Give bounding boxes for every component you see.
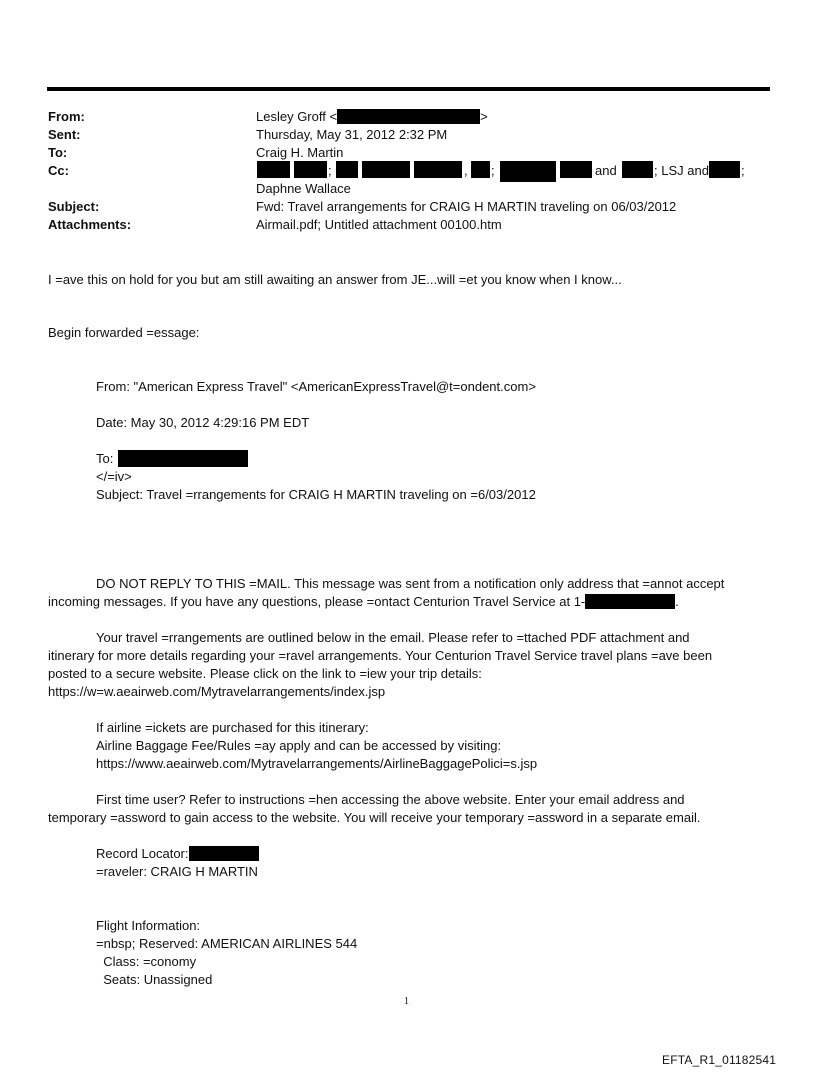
to-label: To: <box>48 145 68 160</box>
redaction-box <box>257 161 290 178</box>
redaction-box <box>622 161 653 178</box>
from-name: Lesley Groff < <box>256 109 338 124</box>
from-value <box>256 108 488 125</box>
redaction-box <box>294 161 327 178</box>
arrangements-line-1: Your travel =rrangements are outlined below in the email. Please refer to =ttached PDF attachment and <box>96 630 690 645</box>
sent-value: Thursday, May 31, 2012 2:32 PM <box>256 127 448 142</box>
cc-separator: , <box>464 163 468 178</box>
seats-line: Seats: Unassigned <box>96 972 213 987</box>
notice-line-2-end: . <box>675 594 679 609</box>
cc-lsj: ; LSJ and <box>654 163 709 178</box>
class-line: Class: =conomy <box>96 954 197 969</box>
from-label: From: <box>48 109 85 124</box>
reserved-line: =nbsp; Reserved: AMERICAN AIRLINES 544 <box>96 936 358 951</box>
attachments-value: Airmail.pdf; Untitled attachment 00100.htm <box>256 217 502 232</box>
cc-label: Cc: <box>48 163 69 178</box>
cc-and: and <box>595 163 617 178</box>
record-locator <box>96 845 259 862</box>
flight-info-heading: Flight Information: <box>96 918 201 933</box>
airline-tickets-line: If airline =ickets are purchased for this itinerary: <box>96 720 369 735</box>
header-rule <box>47 87 770 91</box>
redaction-box <box>560 161 592 178</box>
fwd-to <box>96 450 113 467</box>
intro-text: I =ave this on hold for you but am still awaiting an answer from JE...will =et you know when I know... <box>48 272 622 287</box>
redaction-box <box>414 161 462 178</box>
cc-value-line2: Daphne Wallace <box>256 181 351 196</box>
baggage-policy-link[interactable]: https://www.aeairweb.com/Mytravelarrangements/AirlineBaggagePolici=s.jsp <box>96 756 538 771</box>
subject-value: Fwd: Travel arrangements for CRAIG H MARTIN traveling on 06/03/2012 <box>256 199 677 214</box>
to-value: Craig H. Martin <box>256 145 344 160</box>
redaction-box <box>585 594 675 609</box>
redaction-box <box>471 161 490 178</box>
fwd-date: Date: May 30, 2012 4:29:16 PM EDT <box>96 415 310 430</box>
traveler-line: =raveler: CRAIG H MARTIN <box>96 864 258 879</box>
redaction-box <box>337 109 480 124</box>
fwd-to-label: To: <box>96 451 114 466</box>
sent-label: Sent: <box>48 127 81 142</box>
cc-separator: ; <box>328 163 332 178</box>
redaction-box <box>118 450 248 467</box>
redaction-box <box>189 846 259 861</box>
subject-label: Subject: <box>48 199 100 214</box>
arrangements-line-2: itinerary for more details regarding your =ravel arrangements. Your Centurion Travel Service travel plans =ave been <box>48 648 713 663</box>
notice-line-2-text: incoming messages. If you have any questions, please =ontact Centurion Travel Service at 1- <box>48 594 586 609</box>
redaction-box <box>362 161 410 178</box>
redaction-box <box>709 161 740 178</box>
fwd-subject: Subject: Travel =rrangements for CRAIG H MARTIN traveling on =6/03/2012 <box>96 487 536 502</box>
baggage-rules-line: Airline Baggage Fee/Rules =ay apply and can be accessed by visiting: <box>96 738 502 753</box>
fwd-from: From: "American Express Travel" <AmericanExpressTravel@t=ondent.com> <box>96 379 536 394</box>
arrangements-line-3: posted to a secure website. Please click on the link to =iew your trip details: <box>48 666 482 681</box>
cc-end: ; <box>741 163 745 178</box>
page-number: 1 <box>404 996 409 1007</box>
notice-line-2 <box>48 593 679 610</box>
cc-separator: ; <box>491 163 495 178</box>
begin-forwarded: Begin forwarded =essage: <box>48 325 200 340</box>
notice-line-1: DO NOT REPLY TO THIS =MAIL. This message was sent from a notification only address that =annot accept <box>96 576 725 591</box>
attachments-label: Attachments: <box>48 217 132 232</box>
document-id-footer: EFTA_R1_01182541 <box>662 1053 777 1067</box>
from-suffix: > <box>480 109 488 124</box>
redaction-box <box>500 161 556 182</box>
first-time-line-1: First time user? Refer to instructions =hen accessing the above website. Enter your email address and <box>96 792 685 807</box>
redaction-box <box>336 161 358 178</box>
trip-details-link[interactable]: https://w=w.aeairweb.com/Mytravelarrangements/index.jsp <box>48 684 386 699</box>
fwd-div-tag: </=iv> <box>96 469 132 484</box>
first-time-line-2: temporary =assword to gain access to the website. You will receive your temporary =assword in a separate email. <box>48 810 701 825</box>
record-locator-label: Record Locator: <box>96 846 189 861</box>
